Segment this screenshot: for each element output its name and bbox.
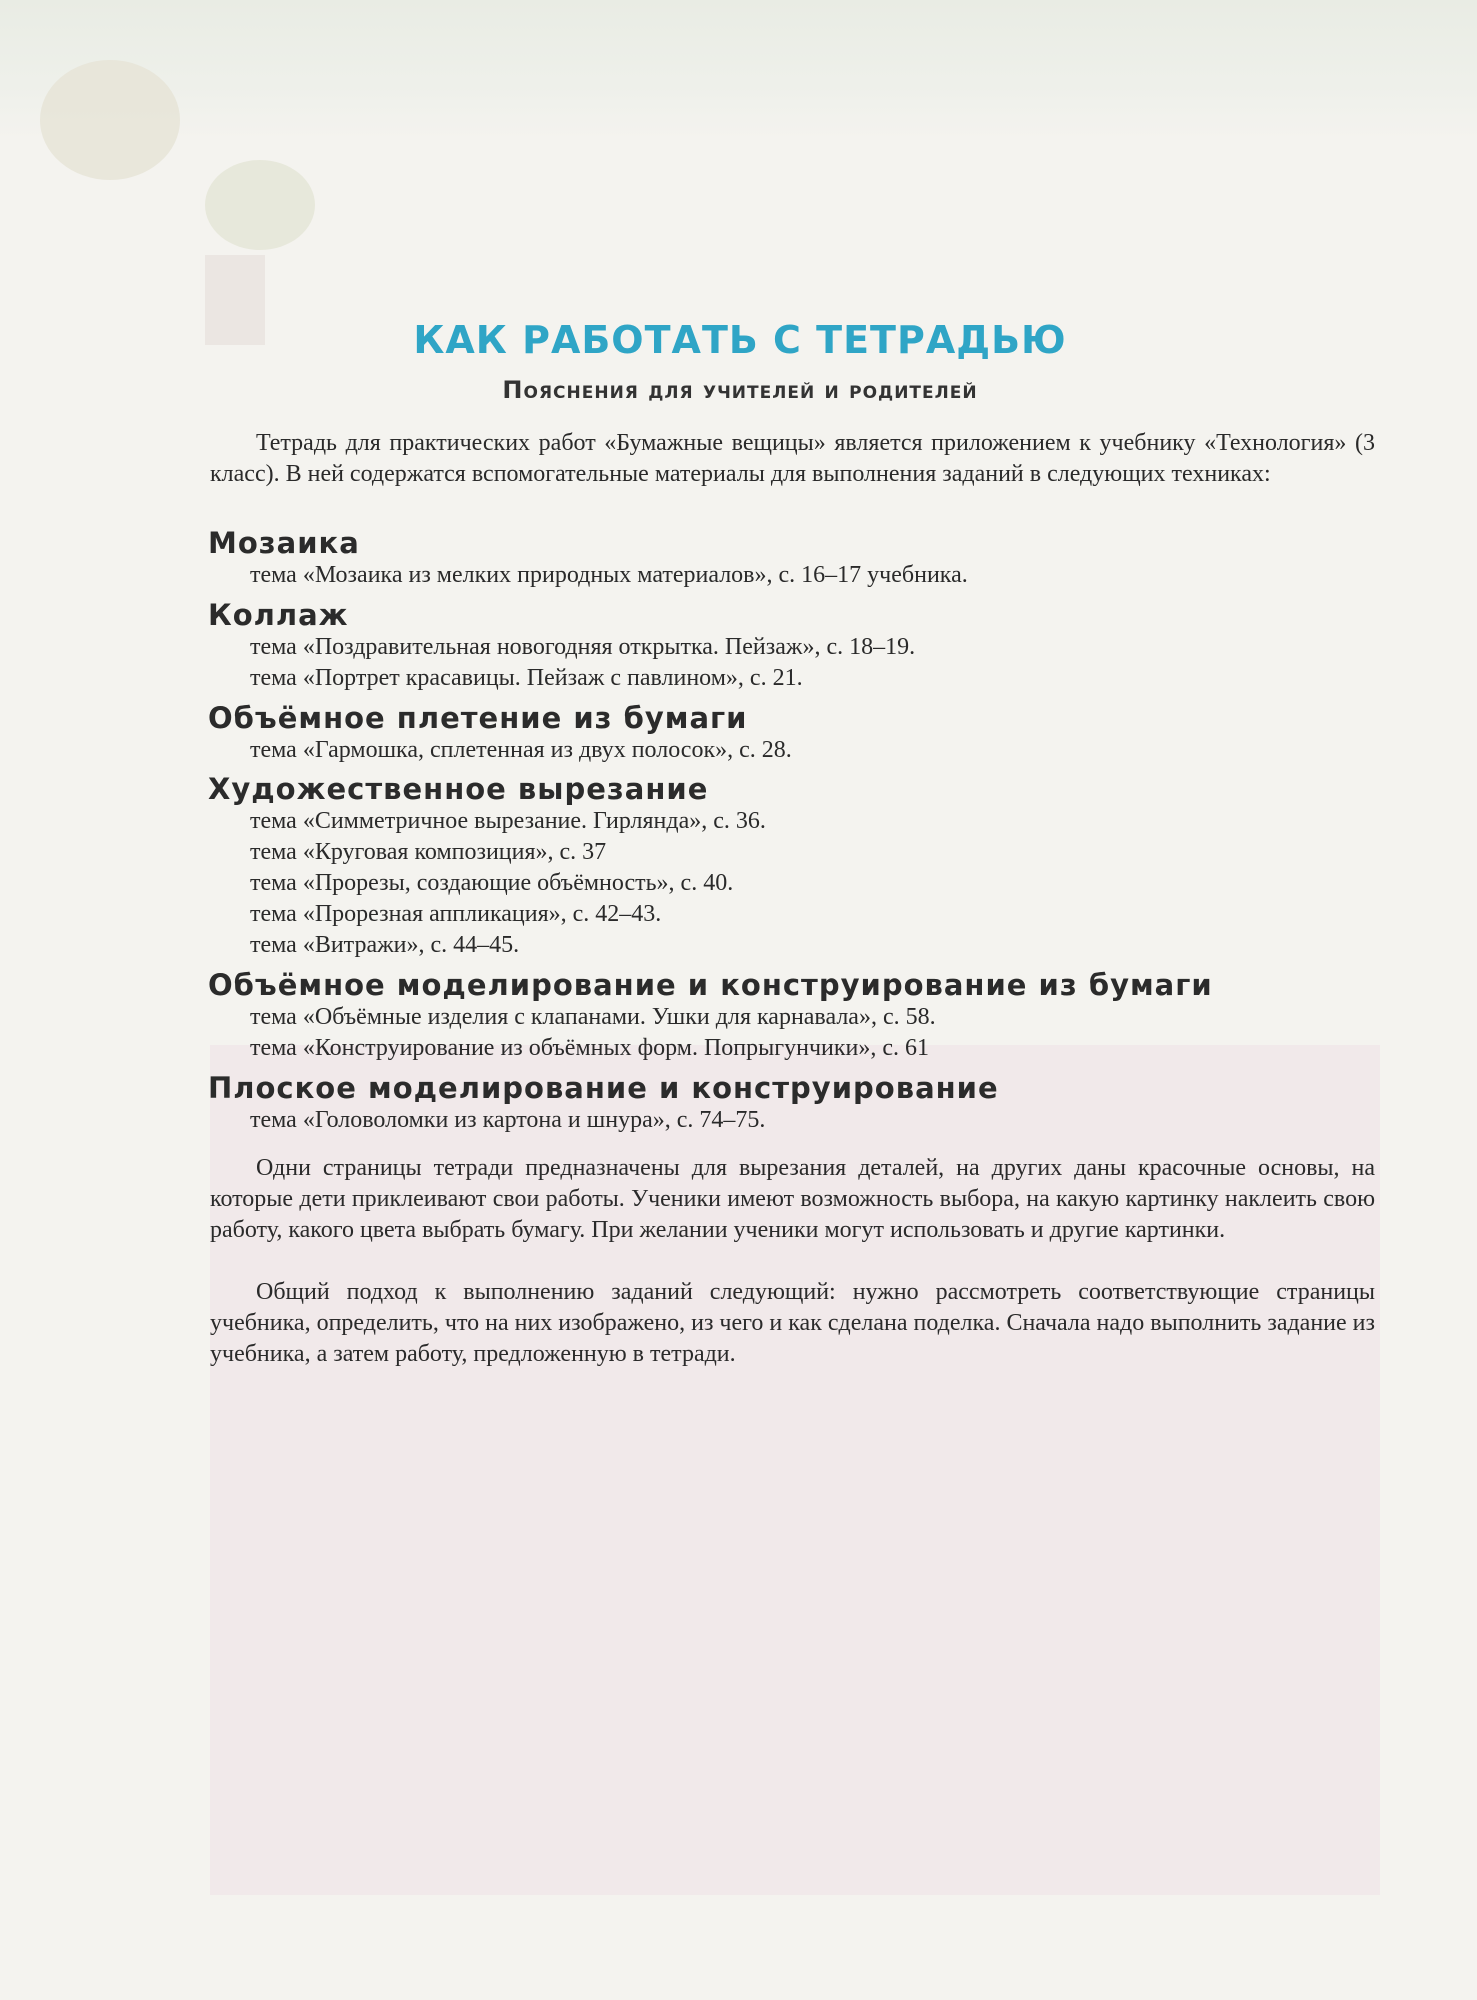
topic-item: тема «Гармошка, сплетенная из двух полосок», с. 28. <box>250 737 792 763</box>
intro-paragraph: Тетрадь для практических работ «Бумажные вещицы» является приложением к учебнику «Технология» (3 класс). В ней содержатся вспомогательные материалы для выполнения заданий в следующих техниках: <box>210 430 1375 487</box>
section-heading: Объёмное плетение из бумаги <box>208 701 748 735</box>
section-heading: Художественное вырезание <box>208 772 709 806</box>
topic-list <box>208 632 1378 694</box>
section-flat-modeling <box>208 1071 1378 1136</box>
topic-item: тема «Конструирование из объёмных форм. Попрыгунчики», с. 61 <box>250 1035 930 1061</box>
topic-item: тема «Портрет красавицы. Пейзаж с павлином», с. 21. <box>250 665 803 691</box>
section-volume-weaving <box>208 701 1378 766</box>
topic-item: тема «Головоломки из картона и шнура», с. 74–75. <box>250 1107 766 1133</box>
body-paragraph: Одни страницы тетради предназначены для вырезания деталей, на других даны красочные основы, на которые дети приклеивают свои работы. Ученики имеют возможность выбора, на какую картинку наклеить свою работу, какого цвета выбрать бумагу. При желании ученики могут использовать и другие картинки. <box>210 1155 1375 1243</box>
section-heading: Плоское моделирование и конструирование <box>208 1071 999 1105</box>
topic-list <box>208 735 1378 766</box>
topic-item: тема «Поздравительная новогодняя открытка. Пейзаж», с. 18–19. <box>250 634 916 660</box>
section-heading: Коллаж <box>208 598 349 632</box>
section-collage <box>208 598 1378 694</box>
topic-item: тема «Прорезы, создающие объёмность», с. 40. <box>250 870 734 896</box>
topic-item: тема «Объёмные изделия с клапанами. Ушки для карнавала», с. 58. <box>250 1004 936 1030</box>
page-title: КАК РАБОТАТЬ С ТЕТРАДЬЮ <box>413 318 1067 362</box>
section-volume-modeling <box>208 968 1378 1064</box>
body-paragraph: Общий подход к выполнению заданий следующий: нужно рассмотреть соответствующие страницы учебника, определить, что на них изображено, из чего и как сделана поделка. Сначала надо выполнить задание из учебника, а затем работу, предложенную в тетради. <box>210 1279 1375 1367</box>
section-heading: Объёмное моделирование и конструирование из бумаги <box>208 968 1213 1002</box>
section-art-cutting <box>208 772 1378 961</box>
topic-item: тема «Витражи», с. 44–45. <box>250 932 520 958</box>
section-heading: Мозаика <box>208 526 360 560</box>
topic-item: тема «Прорезная аппликация», с. 42–43. <box>250 901 662 927</box>
topic-item: тема «Круговая композиция», с. 37 <box>250 839 607 865</box>
topic-list <box>208 806 1378 961</box>
section-mosaic <box>208 526 1378 591</box>
topic-item: тема «Мозаика из мелких природных материалов», с. 16–17 учебника. <box>250 562 968 588</box>
page-subtitle: Пояснения для учителей и родителей <box>502 376 978 404</box>
topic-list <box>208 1105 1378 1136</box>
topic-item: тема «Симметричное вырезание. Гирлянда», с. 36. <box>250 808 766 834</box>
topic-list <box>208 1002 1378 1064</box>
topic-list <box>208 560 1378 591</box>
